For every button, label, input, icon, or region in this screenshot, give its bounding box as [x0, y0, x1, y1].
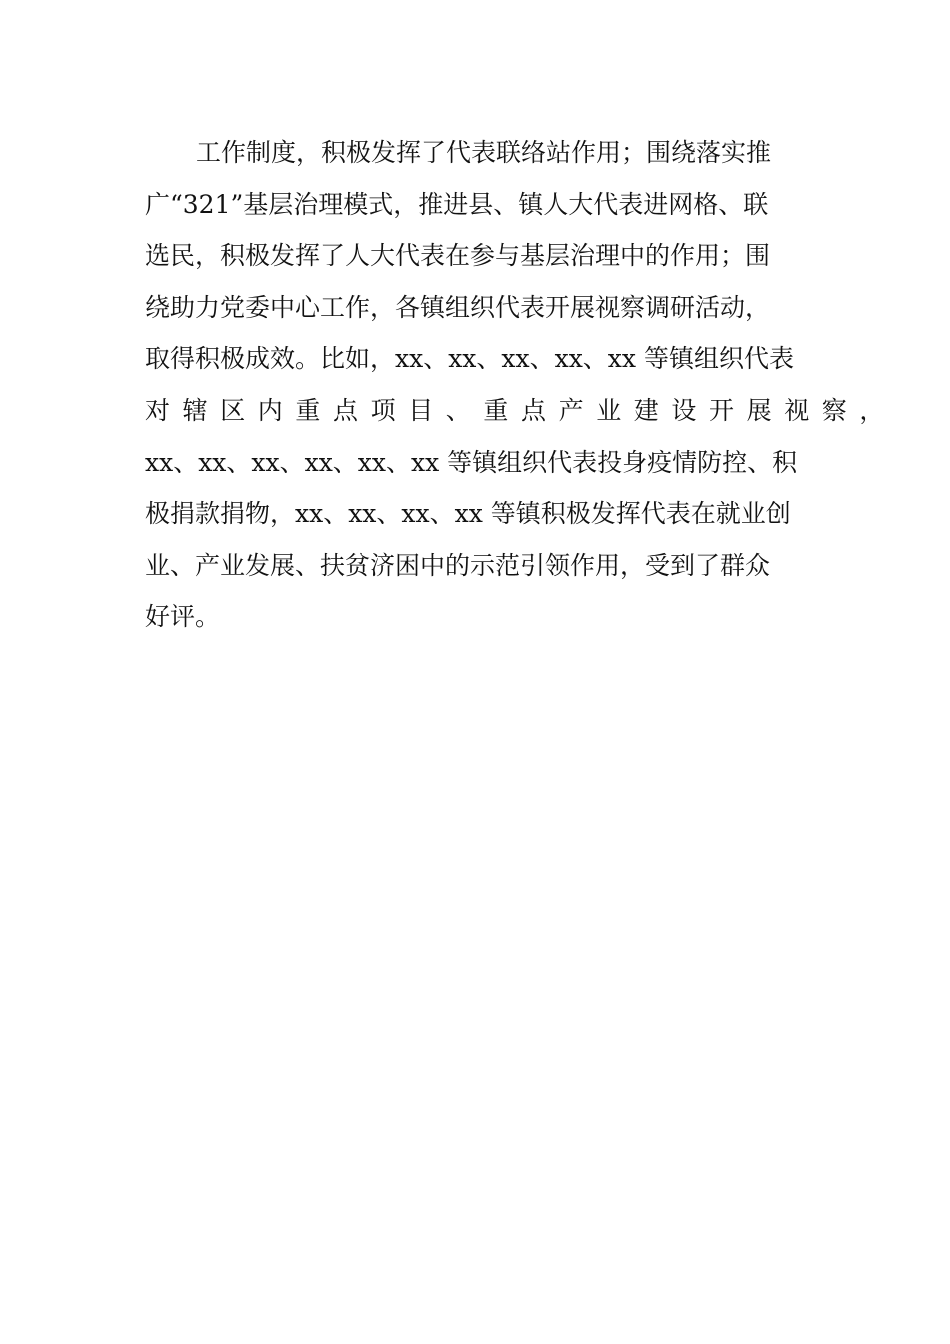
paragraph-line-8: 极捐款捐物，xx、xx、xx、xx 等镇积极发挥代表在就业创: [145, 499, 791, 529]
body-paragraph: [145, 131, 898, 647]
paragraph-line-2: 广“321”基层治理模式，推进县、镇人大代表进网格、联: [145, 189, 769, 219]
paragraph-line-7: xx、xx、xx、xx、xx、xx 等镇组织代表投身疫情防控、积: [145, 447, 798, 477]
paragraph-line-5: 取得积极成效。比如，xx、xx、xx、xx、xx 等镇组织代表: [145, 344, 794, 374]
paragraph-line-4: 绕助力党委中心工作，各镇组织代表开展视察调研活动，: [145, 292, 771, 322]
paragraph-line-10: 好评。: [145, 602, 221, 632]
paragraph-line-1: 工作制度，积极发挥了代表联络站作用；围绕落实推: [196, 138, 772, 167]
paragraph-line-3: 选民，积极发挥了人大代表在参与基层治理中的作用；围: [145, 241, 771, 271]
paragraph-line-6: 对辖区内重点项目、重点产业建设开展视察，: [145, 395, 898, 425]
paragraph-line-9: 业、产业发展、扶贫济困中的示范引领作用，受到了群众: [145, 550, 771, 580]
